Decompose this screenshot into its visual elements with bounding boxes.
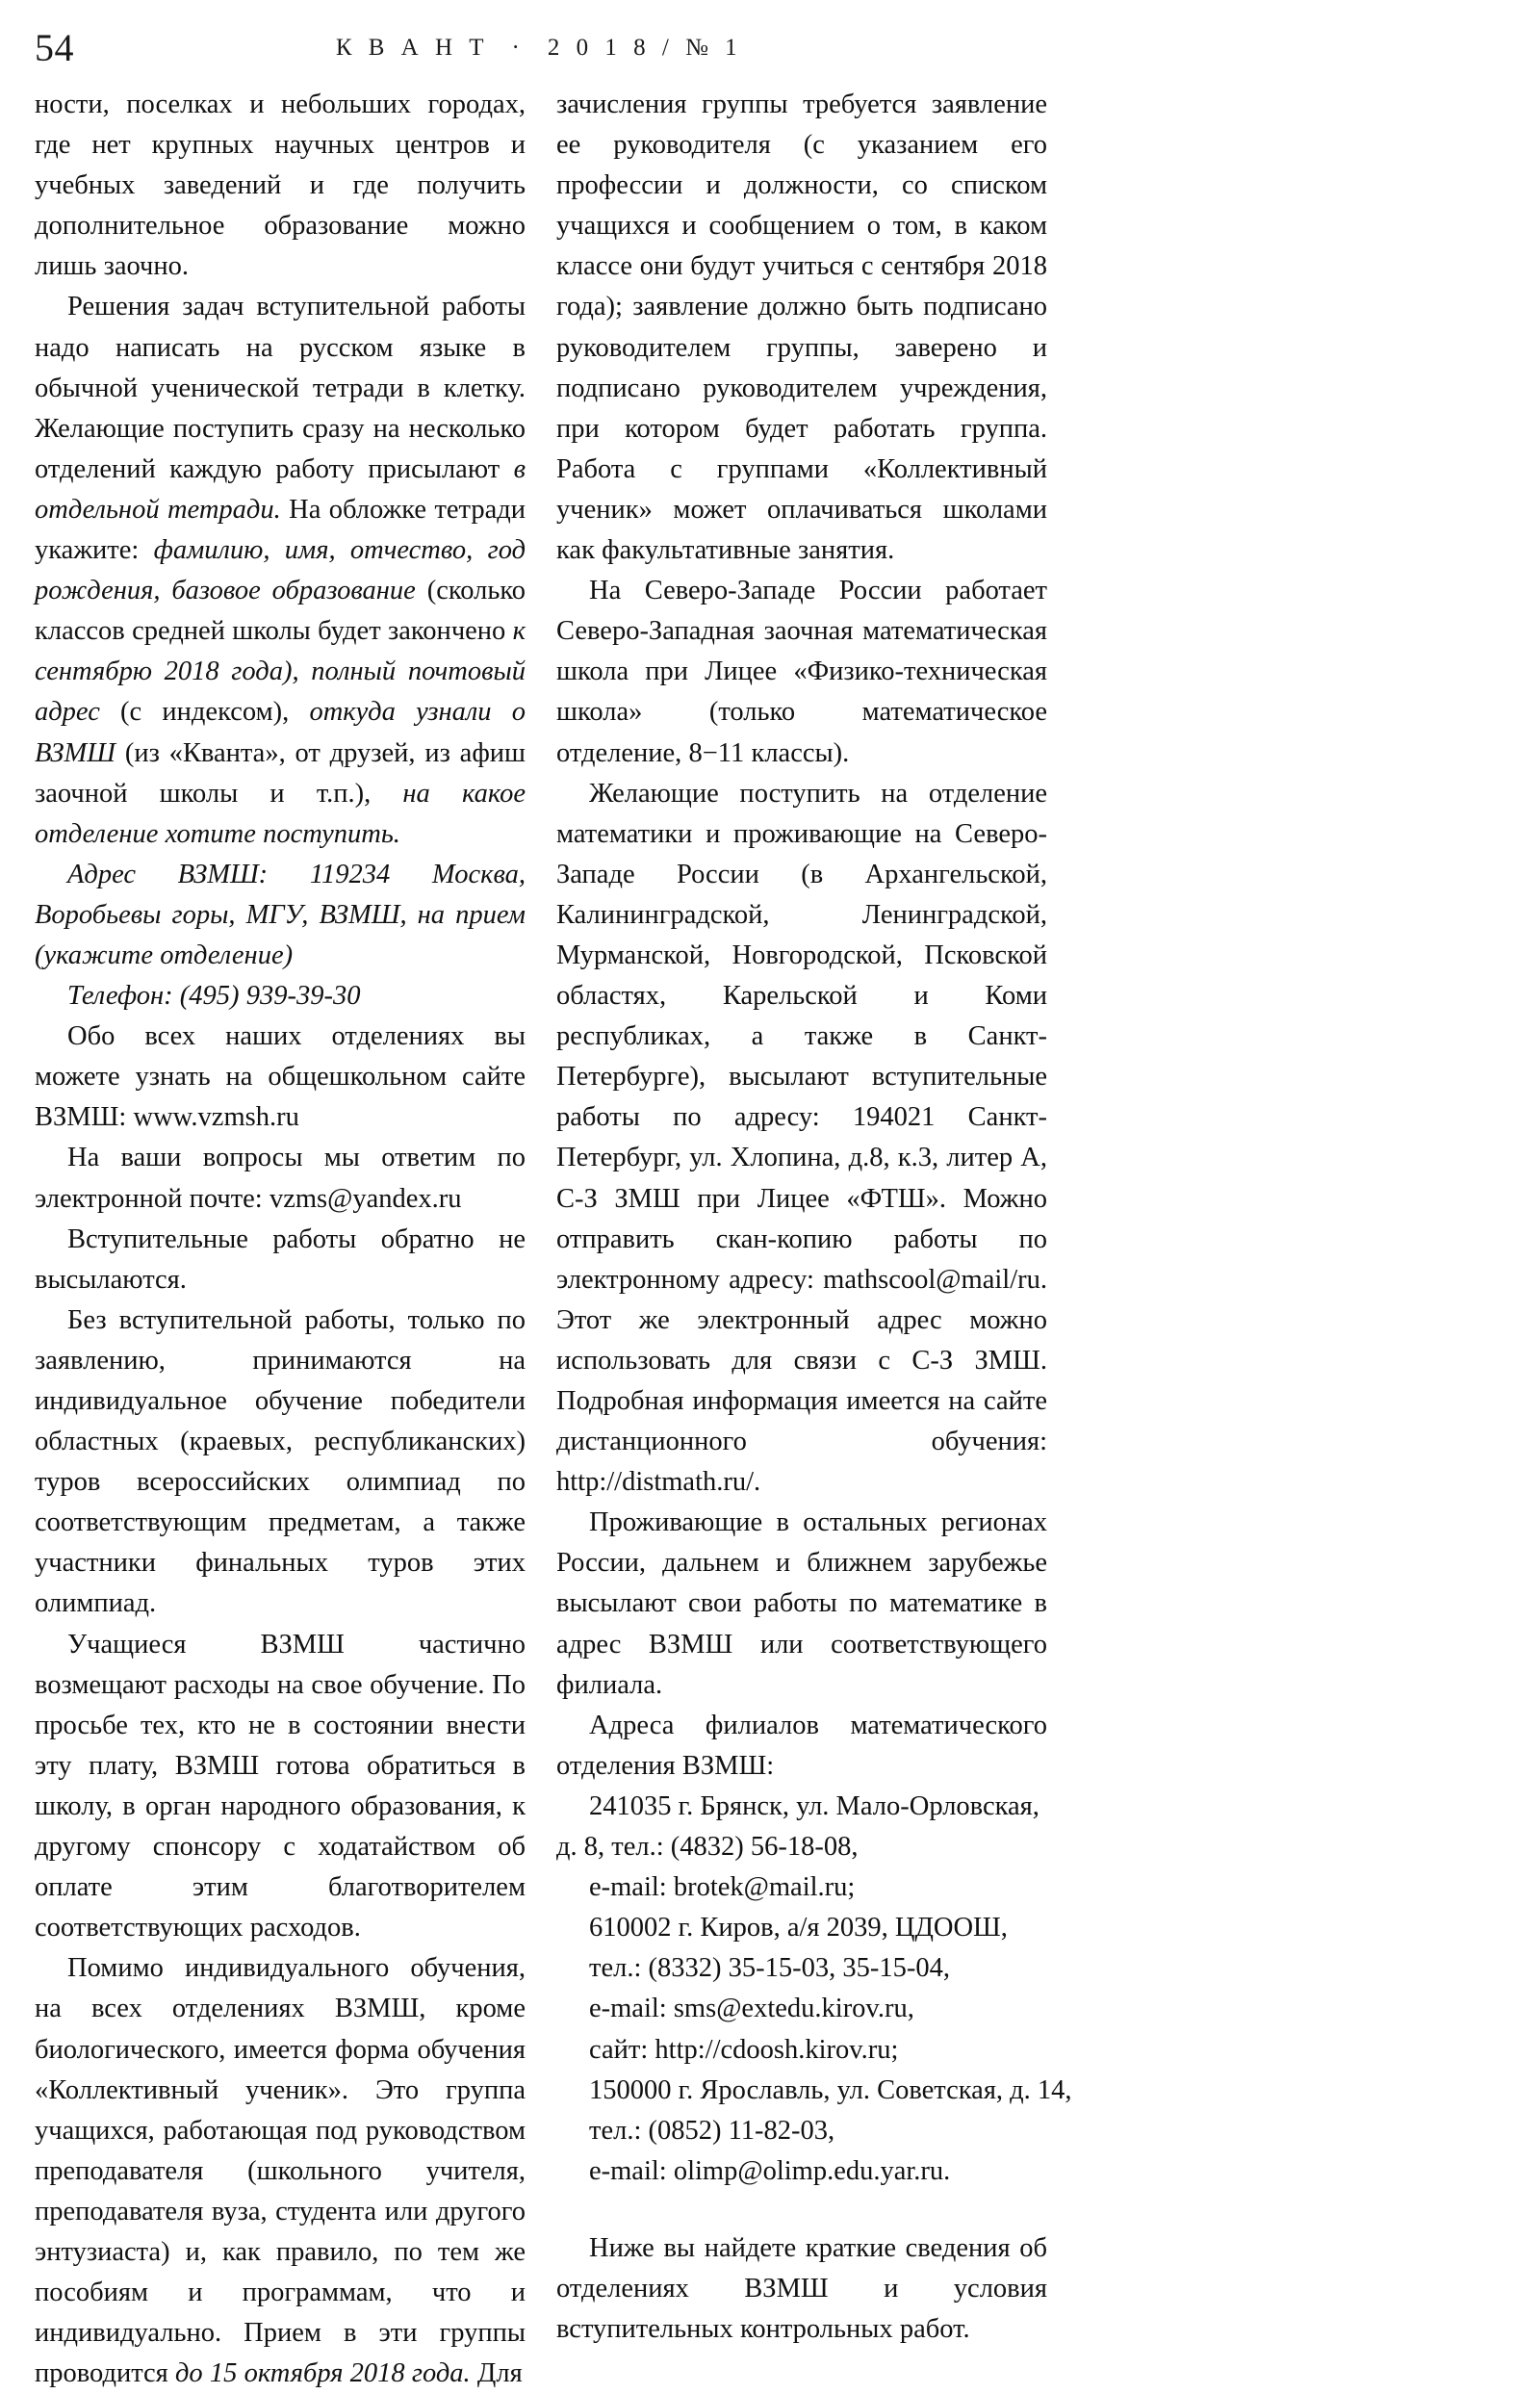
emphasis-text: в отдельной тетради. bbox=[35, 453, 526, 525]
yaroslavl-phone: тел.: (0852) 11-82-03, bbox=[589, 2115, 835, 2146]
kirov-email: e-mail: sms@extedu.kirov.ru, bbox=[589, 1994, 914, 2024]
p-closing: Ниже вы найдете краткие сведения об отделениях ВЗМШ и условия вступительных контрольных работ. bbox=[556, 2232, 1047, 2345]
yaroslavl-line1: 150000 г. Ярославль, ул. Советская, д. 14, bbox=[589, 2074, 1072, 2105]
p-telephone: Телефон: (495) 939-39-30 bbox=[67, 981, 361, 1012]
p-email: На ваши вопросы мы ответим по электронной почте: vzms@yandex.ru bbox=[35, 1143, 526, 1214]
kirov-site: сайт: http://cdoosh.kirov.ru; bbox=[589, 2034, 899, 2065]
emphasis-text: откуда узнали о ВЗМШ bbox=[35, 697, 526, 768]
p-northwest: На Северо-Западе России работает Северо-Западная заочная математическая школа при Лицее «Физико-техническая школа» (только математическое отделение, 8−11 классы). bbox=[556, 576, 1047, 768]
p-spb-address: Желающие поступить на отделение математики и проживающие на Северо-Западе России (в Архангельской, Калининградской, Ленинградской, Мурманской, Новгородской, Псковской областях, Карельской и Коми республиках, а также в Санкт-Петербурге), высылают вступительные работы по адресу: 194021 Санкт-Петербург, ул. Хлопина, д.8, к.3, литер А, С-З ЗМШ при Лицее «ФТШ». Можно отправить скан-копию работы по электронному адресу: mathscool@mail/ru. Этот же электронный адрес можно использовать для связи с С-З ЗМШ. Подробная информация имеется на сайте дистанционного обучения: http://distmath.ru/. bbox=[556, 778, 1047, 1498]
p-solutions: Решения задач вступительной работы надо написать на русском языке в обычной ученической тетради в клетку. Желающие поступить сразу на несколько отделений каждую работу присылают в отдельной тетради. На обложке тетради укажите: фамилию, имя, отчество, год рождения, базовое образование (сколько классов средней школы будет закончено к сентябрю 2018 года), полный почтовый адрес (с индексом), откуда узнали о ВЗМШ (из «Кванта», от друзей, из афиш заочной школы и т.п.), на какое отделение хотите поступить. bbox=[35, 292, 526, 849]
p-no-return: Вступительные работы обратно не высылаются. bbox=[35, 1223, 526, 1295]
p-enrollment: зачисления группы требуется заявление ее руководителя (с указанием его профессии и должности, со списком учащихся и сообщением о том, в каком классе они будут учиться с сентября 2018 года); заявление должно быть подписано руководителем группы, заверено и подписано руководителем учреждения, при котором будет работать группа. Работа с группами «Коллективный ученик» может оплачиваться школами как факультативные занятия. bbox=[556, 90, 1047, 566]
p-fees: Учащиеся ВЗМШ частично возмещают расходы на свое обучение. По просьбе тех, кто не в состоянии внести эту плату, ВЗМШ готова обратиться в школу, в орган народного образования, к другому спонсору с ходатайством об оплате этим благотворителем соответствующих расходов. bbox=[35, 1629, 526, 1944]
column-left bbox=[35, 85, 526, 2394]
yaroslavl-email: e-mail: olimp@olimp.edu.yar.ru. bbox=[589, 2155, 951, 2186]
running-head-title: К В А Н Т · 2 0 1 8 / № 1 bbox=[335, 35, 743, 61]
page-number: 54 bbox=[35, 26, 74, 69]
p-continuation: ности, поселках и небольших городах, где нет крупных научных центров и учебных заведений и где получить дополнительное образование можно лишь заочно. bbox=[35, 90, 526, 282]
bryansk-email: e-mail: brotek@mail.ru; bbox=[589, 1872, 856, 1903]
p-collective-student: Помимо индивидуального обучения, на всех отделениях ВЗМШ, кроме биологического, имеется форма обучения «Коллективный ученик». Это группа учащихся, работающая под руководством преподавателя (школьного учителя, преподавателя вуза, студента или другого энтузиаста) и, как правило, по тем же пособиям и программам, что и индивидуально. Прием в эти группы проводится до 15 октября 2018 года. Для bbox=[35, 1953, 526, 2389]
bryansk-line1: 241035 г. Брянск, ул. Мало-Орловская, bbox=[589, 1790, 1040, 1821]
kirov-line1: 610002 г. Киров, а/я 2039, ЦДООШ, bbox=[589, 1913, 1008, 1944]
kirov-phone: тел.: (8332) 35-15-03, 35-15-04, bbox=[589, 1953, 950, 1984]
p-website: Обо всех наших отделениях вы можете узнать на общешкольном сайте ВЗМШ: www.vzmsh.ru bbox=[35, 1021, 526, 1133]
emphasis-text: до 15 октября 2018 года. bbox=[174, 2358, 471, 2389]
running-head bbox=[0, 23, 1540, 73]
emphasis-text: на какое отделение хотите поступить. bbox=[35, 778, 526, 849]
p-olympiad-winners: Без вступительной работы, только по заявлению, принимаются на индивидуальное обучение победители областных (краевых, республиканских) туров всероссийских олимпиад по соответствующим предметам, а также участники финальных туров этих олимпиад. bbox=[35, 1304, 526, 1619]
column-right bbox=[556, 85, 1072, 2350]
p-branches-intro: Адреса филиалов математического отделения ВЗМШ: bbox=[556, 1710, 1047, 1781]
p-other-regions: Проживающие в остальных регионах России, дальнем и ближнем зарубежье высылают свои работы по математике в адрес ВЗМШ или соответствующего филиала. bbox=[556, 1507, 1047, 1700]
emphasis-text: фамилию, имя, отчество, год рождения, базовое образование bbox=[35, 535, 526, 606]
emphasis-text: к сентябрю 2018 года), полный почтовый адрес bbox=[35, 616, 526, 728]
paragraph-spacer bbox=[556, 2192, 1047, 2228]
p-address-vzmsh: Адрес ВЗМШ: 119234 Москва, Воробьевы горы, МГУ, ВЗМШ, на прием (укажите отделение) bbox=[35, 859, 526, 970]
bryansk-line2: д. 8, тел.: (4832) 56-18-08, bbox=[556, 1832, 859, 1863]
